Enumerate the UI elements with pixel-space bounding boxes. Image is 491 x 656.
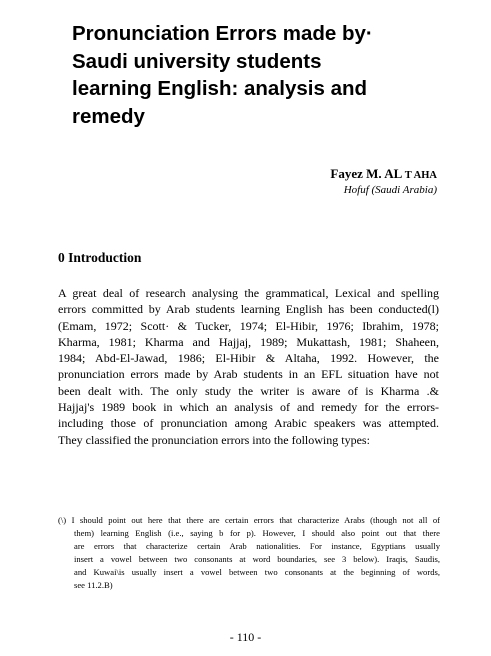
title-line: Saudi university students <box>72 49 322 73</box>
section-title: Introduction <box>68 250 142 265</box>
body-line: Hajjaj's 1989 book in which an analysis of and remedy for the errors- <box>58 400 439 415</box>
body-line: been dealt with. The only study the writer is aware of is Kharma .& <box>58 383 439 398</box>
body-line: They classified the pronunciation errors into the following types: <box>58 432 370 447</box>
title-line: remedy <box>72 104 145 128</box>
footnote-line: are errors that characterize certain Arab nationalities. For instance, Egyptians usually <box>74 541 440 552</box>
section-heading <box>58 250 141 266</box>
footnote <box>58 514 440 593</box>
body-line: (Emam, 1972; Scott· & Tucker, 1974; El-Hibir, 1976; Ibrahim, 1978; <box>58 318 439 333</box>
footnote-line: them) learning English (i.e., saying b for p). However, I should also point out that there <box>74 528 440 539</box>
title-line: Pronunciation Errors made by· <box>72 22 373 45</box>
body-line: errors committed by Arab students learning English has been conducted(l) <box>58 302 439 317</box>
body-line: pronunciation errors made by Arab students in an EFL situation have not <box>58 367 439 382</box>
body-line: Kharma, 1981; Kharma and Hajjaj, 1989; Mukattash, 1981; Shaheen, <box>58 334 439 349</box>
section-number: 0 <box>58 250 65 265</box>
body-line: 1984; Abd-El-Jawad, 1986; El-Hibir & Altaha, 1992. However, the <box>58 351 439 366</box>
title-line: learning English: analysis and <box>72 77 368 100</box>
footnote-line: and Kuwai\is usually insert a vowel between two consonants at the beginning of words, <box>74 567 440 578</box>
footnote-line: insert a vowel between two consonants at word boundaries, see 3 below). Iraqis, Saudis, <box>74 554 440 565</box>
author-name <box>330 166 437 182</box>
page-number: - 110 - <box>229 630 262 644</box>
author-given-name: Fayez M. AL <box>330 166 402 181</box>
author-affiliation: Hofuf (Saudi Arabia) <box>343 184 437 196</box>
body-paragraph <box>58 285 439 448</box>
author-surname: T AHA <box>404 170 437 181</box>
footnote-line: (\) I should point out here that there are certain errors that characterize Arabs (though not all of <box>58 515 440 525</box>
paper-title <box>72 20 472 130</box>
body-line: A great deal of research analysing the grammatical, Lexical and spelling <box>58 286 439 300</box>
footnote-line: see 11.2.B) <box>74 580 113 591</box>
body-line: including those of pronunciation among Arabic speakers was attempted. <box>58 416 439 431</box>
